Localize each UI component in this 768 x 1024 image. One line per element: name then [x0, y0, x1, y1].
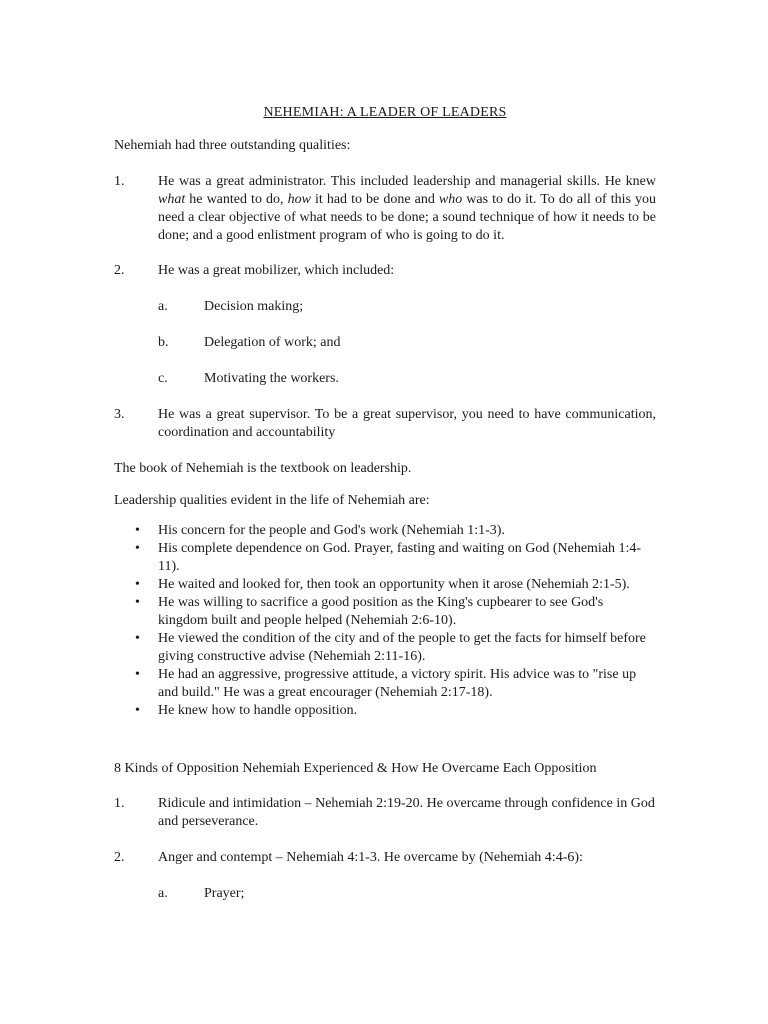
emphasis-who: who — [438, 192, 463, 207]
bullet-icon: • — [135, 703, 140, 718]
sub-item-a — [158, 298, 656, 316]
sub-item-c — [158, 370, 656, 388]
sub-item-letter: a. — [158, 299, 168, 314]
item-text: He was a great mobilizer, which included: — [158, 263, 395, 278]
textbook-paragraph: The book of Nehemiah is the textbook on leadership. — [114, 461, 412, 476]
item-number: 1. — [114, 174, 125, 189]
sub-item-text: Motivating the workers. — [204, 371, 339, 386]
item-number: 2. — [114, 263, 125, 278]
opposition-item-2 — [114, 849, 656, 867]
list-item: • His concern for the people and God's work (Nehemiah 1:1-3). — [135, 523, 505, 538]
sub-item-text: Decision making; — [204, 299, 304, 314]
quality-item-2 — [114, 262, 656, 280]
quality-item-3 — [114, 406, 656, 442]
list-item: • He viewed the condition of the city and of the people to get the facts for himself before giving constructive advise (Nehemiah 2:11-16). — [135, 631, 646, 664]
bullet-icon: • — [135, 631, 140, 646]
sub-item-text: Prayer; — [204, 886, 245, 901]
leadership-qualities-list — [114, 522, 656, 720]
item-text: He was a great administrator. This included leadership and managerial skills. He knew what he wanted to do, how it had to be done and who was to do it. To do all of this you need a clear objective of what needs to be done; a sound technique of how it needs to be done; and a good enlistment program of who is going to do it. — [158, 174, 656, 243]
item-number: 1. — [114, 796, 125, 811]
list-item: • He knew how to handle opposition. — [135, 703, 358, 718]
list-item: • He was willing to sacrifice a good position as the King's cupbearer to see God's kingdom built and people helped (Nehemiah 2:6-10). — [135, 595, 604, 628]
bullet-icon: • — [135, 667, 140, 682]
sub-item-letter: c. — [158, 371, 168, 386]
bullet-icon: • — [135, 577, 140, 592]
qualities-intro-paragraph: Leadership qualities evident in the life of Nehemiah are: — [114, 493, 430, 508]
bullet-icon: • — [135, 595, 140, 610]
sub-item-text: Delegation of work; and — [204, 335, 341, 350]
item-text: Anger and contempt – Nehemiah 4:1-3. He overcame by (Nehemiah 4:4-6): — [158, 850, 583, 865]
list-item: • His complete dependence on God. Prayer, fasting and waiting on God (Nehemiah 1:4-11). — [135, 541, 642, 574]
sub-item-letter: a. — [158, 886, 168, 901]
emphasis-how: how — [287, 192, 311, 207]
sub-item-letter: b. — [158, 335, 169, 350]
bullet-icon: • — [135, 541, 140, 556]
item-number: 3. — [114, 407, 125, 422]
quality-item-1 — [114, 173, 656, 245]
item-text: Ridicule and intimidation – Nehemiah 2:19-20. He overcame through confidence in God and perseverance. — [158, 796, 655, 829]
opposition-item-1 — [114, 795, 656, 831]
emphasis-what: what — [158, 192, 186, 207]
opposition-heading: 8 Kinds of Opposition Nehemiah Experienced & How He Overcame Each Opposition — [114, 761, 597, 776]
sub-item-a — [158, 885, 656, 903]
item-text: He was a great supervisor. To be a great supervisor, you need to have communication, coordination and accountability — [158, 407, 656, 440]
list-item: • He waited and looked for, then took an opportunity when it arose (Nehemiah 2:1-5). — [135, 577, 630, 592]
list-item: • He had an aggressive, progressive attitude, a victory spirit. His advice was to "rise up and build." He was a great encourager (Nehemiah 2:17-18). — [135, 667, 637, 700]
bullet-icon: • — [135, 523, 140, 538]
document-title: NEHEMIAH: A LEADER OF LEADERS — [263, 105, 507, 120]
item-number: 2. — [114, 850, 125, 865]
sub-item-b — [158, 334, 656, 352]
intro-paragraph: Nehemiah had three outstanding qualities: — [114, 138, 351, 153]
